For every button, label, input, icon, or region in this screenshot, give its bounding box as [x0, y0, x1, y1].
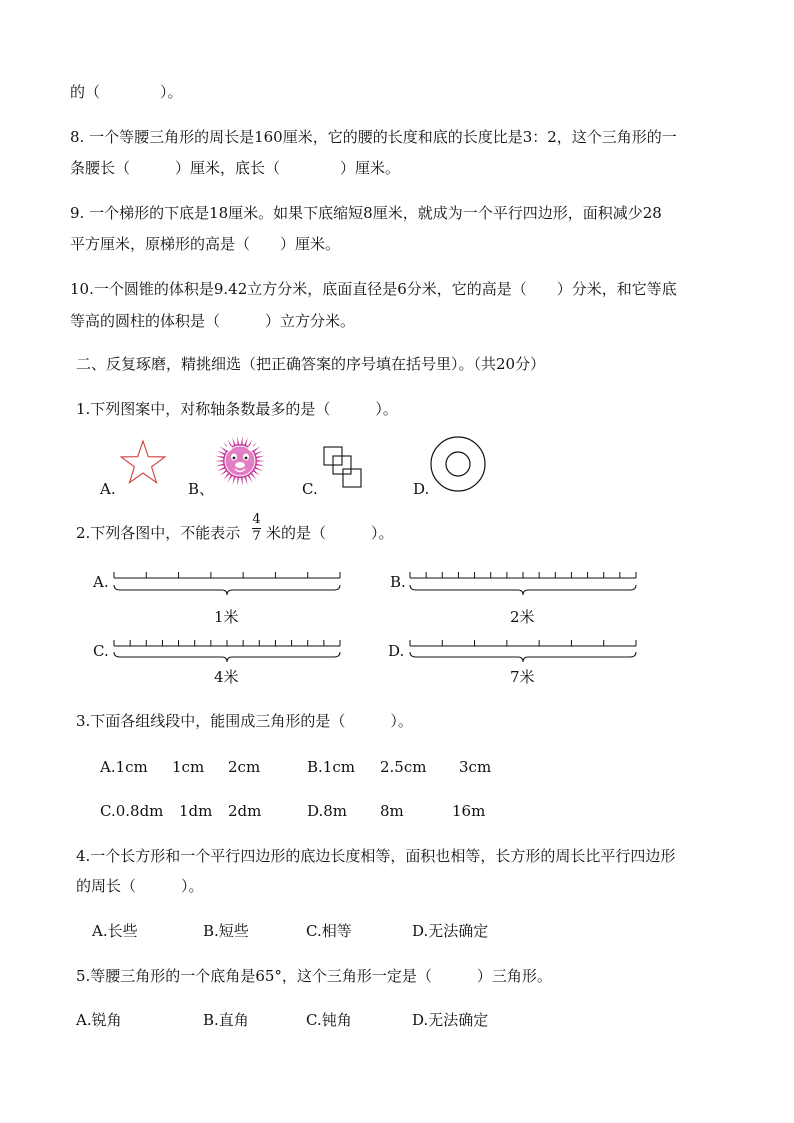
q9-line2: 平方厘米，原梯形的高是（ ）厘米。 — [70, 235, 341, 253]
ruler-c-brace — [114, 652, 340, 662]
c4-line1: 4.一个长方形和一个平行四边形的底边长度相等，面积也相等，长方形的周长比平行四边形 — [76, 847, 676, 865]
lion-face-figure — [215, 436, 265, 486]
c2-option-d: D. — [388, 642, 405, 660]
c3-option-a-2: 1cm — [172, 758, 205, 776]
q9-line1: 9. 一个梯形的下底是18厘米。如果下底缩短8厘米，就成为一个平行四边形，面积减少28 — [70, 204, 662, 222]
lion-mane-spike — [215, 460, 224, 462]
c2-option-b: B. — [390, 573, 406, 591]
lion-mane-spike — [237, 436, 239, 445]
c2-stem-after: 米的是（ ）。 — [266, 524, 394, 542]
fraction-numerator: 4 — [252, 512, 261, 527]
fraction-denominator: 7 — [252, 529, 261, 544]
q10-line2: 等高的圆柱的体积是（ ）立方分米。 — [70, 312, 356, 330]
c2-label-c: 4米 — [214, 668, 239, 686]
c3-option-c-1: C.0.8dm — [100, 802, 164, 820]
ruler-b-brace — [410, 585, 636, 595]
lion-mane-spike — [216, 463, 225, 466]
c3-stem: 3.下面各组线段中，能围成三角形的是（ ）。 — [76, 712, 413, 730]
ruler-figures — [114, 572, 636, 662]
c5-stem: 5.等腰三角形的一个底角是65°，这个三角形一定是（ ）三角形。 — [76, 967, 552, 985]
c1-option-b: B、 — [188, 480, 215, 498]
c2-label-b: 2米 — [510, 608, 535, 626]
q8-line1: 8. 一个等腰三角形的周长是160厘米，它的腰的长度和底的长度比是3：2，这个三角形的一 — [70, 128, 677, 146]
c2-label-a: 1米 — [214, 608, 239, 626]
lion-mane-spike — [241, 436, 243, 445]
lion-mane-spike — [216, 456, 225, 459]
c3-option-b-2: 2.5cm — [380, 758, 427, 776]
c3-option-d-2: 8m — [380, 802, 404, 820]
lion-mane-spike — [256, 460, 265, 462]
c1-option-a: A. — [100, 480, 116, 498]
c1-option-d: D. — [413, 480, 430, 498]
c3-option-d-1: D.8m — [307, 802, 348, 820]
c5-option-c: C.钝角 — [306, 1011, 352, 1029]
c3-option-b-3: 3cm — [459, 758, 492, 776]
c4-option-c: C.相等 — [306, 922, 352, 940]
c2-option-c: C. — [93, 642, 109, 660]
c4-option-d: D.无法确定 — [412, 922, 489, 940]
c3-option-c-3: 2dm — [228, 802, 262, 820]
c3-option-c-2: 1dm — [179, 802, 213, 820]
c2-fraction — [252, 513, 261, 544]
ruler-d-brace — [410, 652, 636, 662]
concentric-circles-figure — [431, 437, 485, 491]
c4-line2: 的周长（ ）。 — [76, 877, 204, 895]
c3-option-a-3: 2cm — [228, 758, 261, 776]
lion-mane-spike — [237, 477, 239, 486]
star-figure — [121, 441, 165, 483]
c3-option-d-3: 16m — [452, 802, 486, 820]
overlapping-squares-figure — [324, 447, 361, 487]
c1-stem: 1.下列图案中，对称轴条数最多的是（ ）。 — [76, 400, 398, 418]
q10-line1: 10.一个圆锥的体积是9.42立方分米，底面直径是6分米，它的高是（ ）分米，和它等底 — [70, 280, 677, 298]
c2-option-a: A. — [93, 573, 109, 591]
ruler-a-brace — [114, 585, 340, 595]
c1-option-c: C. — [302, 480, 318, 498]
lion-mane-spike — [255, 463, 264, 466]
c3-option-a-1: A.1cm — [100, 758, 148, 776]
prev-question-tail: 的（ ）。 — [70, 83, 183, 101]
c5-option-b: B.直角 — [203, 1011, 249, 1029]
c2-stem-before: 2.下列各图中，不能表示 — [76, 524, 241, 542]
c2-label-d: 7米 — [510, 668, 535, 686]
section-2-title: 二、反复琢磨，精挑细选（把正确答案的序号填在括号里）。（共20分） — [76, 355, 546, 373]
q8-line2: 条腰长（ ）厘米，底长（ ）厘米。 — [70, 159, 401, 177]
c4-option-b: B.短些 — [203, 922, 249, 940]
c3-option-b-1: B.1cm — [307, 758, 355, 776]
lion-mane-spike — [255, 456, 264, 459]
c4-option-a: A.长些 — [92, 922, 138, 940]
c5-option-d: D.无法确定 — [412, 1011, 489, 1029]
c5-option-a: A.锐角 — [76, 1011, 122, 1029]
lion-mane-spike — [241, 477, 243, 486]
